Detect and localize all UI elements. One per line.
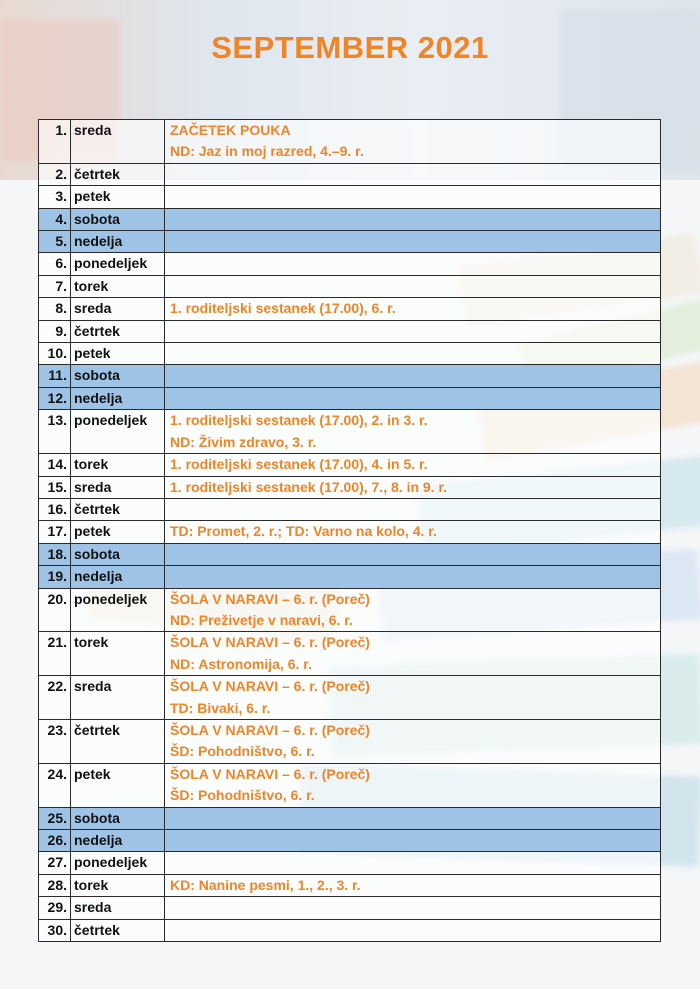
weekday-name: petek xyxy=(71,521,165,543)
weekday-name: sreda xyxy=(71,897,165,919)
calendar-row xyxy=(39,763,661,807)
events-cell xyxy=(165,298,661,320)
weekday-name: sreda xyxy=(71,476,165,498)
calendar-row xyxy=(39,498,661,520)
weekday-name: četrtek xyxy=(71,498,165,520)
events-cell xyxy=(165,231,661,253)
day-number: 16. xyxy=(39,498,71,520)
events-cell xyxy=(165,632,661,676)
weekday-name: ponedeljek xyxy=(71,410,165,454)
day-number: 19. xyxy=(39,566,71,588)
page-title: SEPTEMBER 2021 xyxy=(211,30,489,65)
events-cell xyxy=(165,320,661,342)
day-number: 1. xyxy=(39,120,71,164)
calendar-row xyxy=(39,253,661,275)
events-cell xyxy=(165,454,661,476)
events-cell xyxy=(165,208,661,230)
day-number: 17. xyxy=(39,521,71,543)
weekday-name: ponedeljek xyxy=(71,852,165,874)
weekday-name: torek xyxy=(71,632,165,676)
day-number: 11. xyxy=(39,365,71,387)
calendar-row xyxy=(39,632,661,676)
day-number: 7. xyxy=(39,275,71,297)
weekday-name: torek xyxy=(71,275,165,297)
weekday-name: torek xyxy=(71,874,165,896)
day-number: 22. xyxy=(39,676,71,720)
events-cell xyxy=(165,874,661,896)
events-cell xyxy=(165,919,661,941)
weekday-name: torek xyxy=(71,454,165,476)
calendar-row xyxy=(39,320,661,342)
events-cell xyxy=(165,852,661,874)
weekday-name: petek xyxy=(71,186,165,208)
calendar-row xyxy=(39,120,661,164)
weekday-name: petek xyxy=(71,343,165,365)
day-number: 27. xyxy=(39,852,71,874)
calendar-row xyxy=(39,476,661,498)
event-text: ND: Jaz in moj razred, 4.–9. r. xyxy=(170,143,364,160)
event-text: ZAČETEK POUKA xyxy=(170,122,291,138)
calendar-row xyxy=(39,897,661,919)
events-cell xyxy=(165,410,661,454)
calendar-row xyxy=(39,365,661,387)
day-number: 25. xyxy=(39,807,71,829)
weekday-name: sobota xyxy=(71,807,165,829)
events-cell xyxy=(165,763,661,807)
calendar-row xyxy=(39,387,661,409)
calendar-row xyxy=(39,807,661,829)
calendar-row xyxy=(39,521,661,543)
day-number: 29. xyxy=(39,897,71,919)
day-number: 21. xyxy=(39,632,71,676)
calendar-table xyxy=(38,119,661,942)
weekday-name: sobota xyxy=(71,208,165,230)
event-text: ND: Živim zdravo, 3. r. xyxy=(170,433,317,450)
events-cell xyxy=(165,275,661,297)
event-text: ŠD: Pohodništvo, 6. r. xyxy=(170,787,315,804)
day-number: 28. xyxy=(39,874,71,896)
event-text: ŠOLA V NARAVI – 6. r. (Poreč) xyxy=(170,590,370,607)
event-text: KD: Nanine pesmi, 1., 2., 3. r. xyxy=(170,876,361,893)
event-text: 1. roditeljski sestanek (17.00), 7., 8. in 9. r. xyxy=(170,478,448,495)
calendar-row xyxy=(39,852,661,874)
events-cell xyxy=(165,186,661,208)
weekday-name: sobota xyxy=(71,543,165,565)
event-text: ND: Preživetje v naravi, 6. r. xyxy=(170,611,353,628)
day-number: 20. xyxy=(39,588,71,632)
events-cell xyxy=(165,476,661,498)
event-text: ŠOLA V NARAVI – 6. r. (Poreč) xyxy=(170,721,370,738)
day-number: 30. xyxy=(39,919,71,941)
calendar-row xyxy=(39,343,661,365)
event-text: TD: Bivaki, 6. r. xyxy=(170,699,271,716)
event-text: ŠD: Pohodništvo, 6. r. xyxy=(170,743,315,760)
events-cell xyxy=(165,676,661,720)
day-number: 4. xyxy=(39,208,71,230)
weekday-name: nedelja xyxy=(71,566,165,588)
day-number: 15. xyxy=(39,476,71,498)
event-text: ND: Astronomija, 6. r. xyxy=(170,655,312,672)
day-number: 10. xyxy=(39,343,71,365)
calendar-row xyxy=(39,830,661,852)
weekday-name: sobota xyxy=(71,365,165,387)
events-cell xyxy=(165,498,661,520)
events-cell xyxy=(165,343,661,365)
day-number: 18. xyxy=(39,543,71,565)
event-text: 1. roditeljski sestanek (17.00), 6. r. xyxy=(170,300,396,317)
events-cell xyxy=(165,365,661,387)
events-cell xyxy=(165,719,661,763)
weekday-name: sreda xyxy=(71,298,165,320)
weekday-name: nedelja xyxy=(71,231,165,253)
events-cell xyxy=(165,897,661,919)
calendar-row xyxy=(39,676,661,720)
calendar-row xyxy=(39,566,661,588)
events-cell xyxy=(165,543,661,565)
calendar-row xyxy=(39,298,661,320)
weekday-name: petek xyxy=(71,763,165,807)
events-cell xyxy=(165,807,661,829)
calendar-row xyxy=(39,588,661,632)
calendar-row xyxy=(39,186,661,208)
calendar-row xyxy=(39,719,661,763)
events-cell xyxy=(165,253,661,275)
event-text: TD: Promet, 2. r.; TD: Varno na kolo, 4. r. xyxy=(170,523,437,540)
calendar-row xyxy=(39,231,661,253)
calendar-row xyxy=(39,919,661,941)
weekday-name: četrtek xyxy=(71,919,165,941)
weekday-name: četrtek xyxy=(71,163,165,185)
calendar-row xyxy=(39,275,661,297)
events-cell xyxy=(165,830,661,852)
calendar-row xyxy=(39,163,661,185)
weekday-name: četrtek xyxy=(71,719,165,763)
event-text: 1. roditeljski sestanek (17.00), 2. in 3. r. xyxy=(170,412,428,429)
day-number: 13. xyxy=(39,410,71,454)
calendar-row xyxy=(39,208,661,230)
day-number: 3. xyxy=(39,186,71,208)
day-number: 14. xyxy=(39,454,71,476)
calendar-row xyxy=(39,410,661,454)
event-text: ŠOLA V NARAVI – 6. r. (Poreč) xyxy=(170,765,370,782)
calendar-row xyxy=(39,543,661,565)
weekday-name: nedelja xyxy=(71,830,165,852)
weekday-name: sreda xyxy=(71,676,165,720)
weekday-name: ponedeljek xyxy=(71,253,165,275)
events-cell xyxy=(165,566,661,588)
events-cell xyxy=(165,120,661,164)
weekday-name: nedelja xyxy=(71,387,165,409)
day-number: 12. xyxy=(39,387,71,409)
calendar-row xyxy=(39,454,661,476)
weekday-name: sreda xyxy=(71,120,165,164)
events-cell xyxy=(165,588,661,632)
events-cell xyxy=(165,387,661,409)
event-text: ŠOLA V NARAVI – 6. r. (Poreč) xyxy=(170,634,370,651)
event-text: ŠOLA V NARAVI – 6. r. (Poreč) xyxy=(170,678,370,695)
events-cell xyxy=(165,521,661,543)
day-number: 26. xyxy=(39,830,71,852)
calendar-row xyxy=(39,874,661,896)
weekday-name: četrtek xyxy=(71,320,165,342)
weekday-name: ponedeljek xyxy=(71,588,165,632)
day-number: 6. xyxy=(39,253,71,275)
day-number: 8. xyxy=(39,298,71,320)
events-cell xyxy=(165,163,661,185)
event-text: 1. roditeljski sestanek (17.00), 4. in 5. r. xyxy=(170,456,428,473)
day-number: 9. xyxy=(39,320,71,342)
day-number: 23. xyxy=(39,719,71,763)
day-number: 2. xyxy=(39,163,71,185)
day-number: 5. xyxy=(39,231,71,253)
day-number: 24. xyxy=(39,763,71,807)
